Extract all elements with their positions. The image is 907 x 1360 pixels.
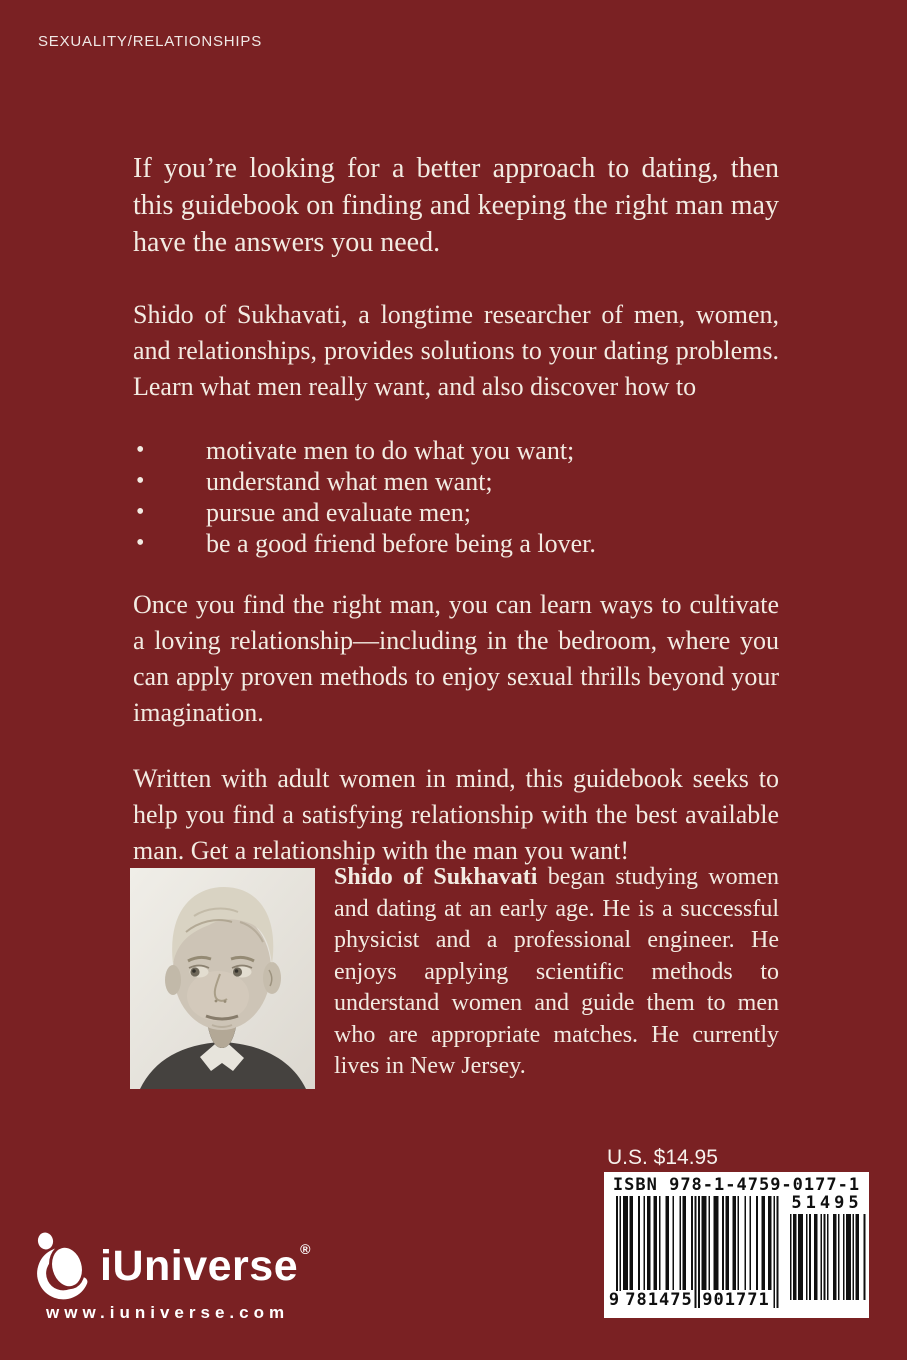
iuniverse-logo-icon (34, 1231, 96, 1301)
bullet-text: understand what men want; (206, 467, 493, 496)
list-item (133, 528, 779, 559)
price-label: U.S. $14.95 (607, 1146, 718, 1169)
ean5-addon-bars (790, 1214, 866, 1300)
isbn-number: ISBN 978-1-4759-0177-1 (612, 1175, 861, 1195)
blurb-paragraph-2: Shido of Sukhavati, a longtime researcher of men, women, and relationships, provides solutions to your dating problems. Learn what men really want, and also discover how to (133, 300, 779, 401)
bullet-icon: • (136, 468, 145, 494)
publisher-logo-text (100, 1241, 311, 1291)
list-item (133, 435, 779, 466)
blurb-paragraph-4: Written with adult women in mind, this guidebook seeks to help you find a satisfying relationship with the best available man. Get a relationship with the man you want! (133, 764, 779, 865)
blurb-paragraph-1: If you’re looking for a better approach to dating, then this guidebook on finding and keeping the right man may have the answers you need. (133, 153, 779, 258)
bullet-text: be a good friend before being a lover. (206, 529, 596, 558)
bullet-list (133, 435, 779, 559)
bullet-icon: • (136, 530, 145, 556)
bullet-text: motivate men to do what you want; (206, 436, 575, 465)
ean-digit-first: 9 (606, 1291, 622, 1310)
list-item (133, 497, 779, 528)
bullet-icon: • (136, 437, 145, 463)
publisher-website: www.iuniverse.com (46, 1303, 290, 1322)
list-item (133, 466, 779, 497)
registered-trademark-icon: ® (300, 1241, 311, 1257)
isbn-barcode (604, 1172, 869, 1318)
author-bio-rest: began studying women and dating at an early age. He is a successful physicist and a professional engineer. He enjoys applying scientific methods to understand women and guide them to men who are appropriate matches. He currently lives in New Jersey. (334, 864, 779, 1079)
publisher-block (0, 1225, 340, 1335)
category-label: SEXUALITY/RELATIONSHIPS (38, 33, 263, 50)
barcode-addon-number: 51495 (791, 1193, 863, 1213)
author-bio-section (130, 864, 779, 1089)
bullet-icon: • (136, 499, 145, 525)
publisher-name: iUniverse (100, 1242, 299, 1290)
author-photo (130, 868, 315, 1089)
author-name: Shido of Sukhavati (334, 864, 538, 890)
author-bio-text (334, 862, 779, 1083)
ean-digit-group1: 781475 (625, 1290, 693, 1310)
ean-digit-group2: 901771 (702, 1290, 770, 1310)
back-cover-blurb (133, 150, 779, 899)
bullet-text: pursue and evaluate men; (206, 498, 471, 527)
blurb-paragraph-3: Once you find the right man, you can learn ways to cultivate a loving relationship—including in the bedroom, where you can apply proven methods to enjoy sexual thrills beyond your imagination. (133, 590, 779, 727)
